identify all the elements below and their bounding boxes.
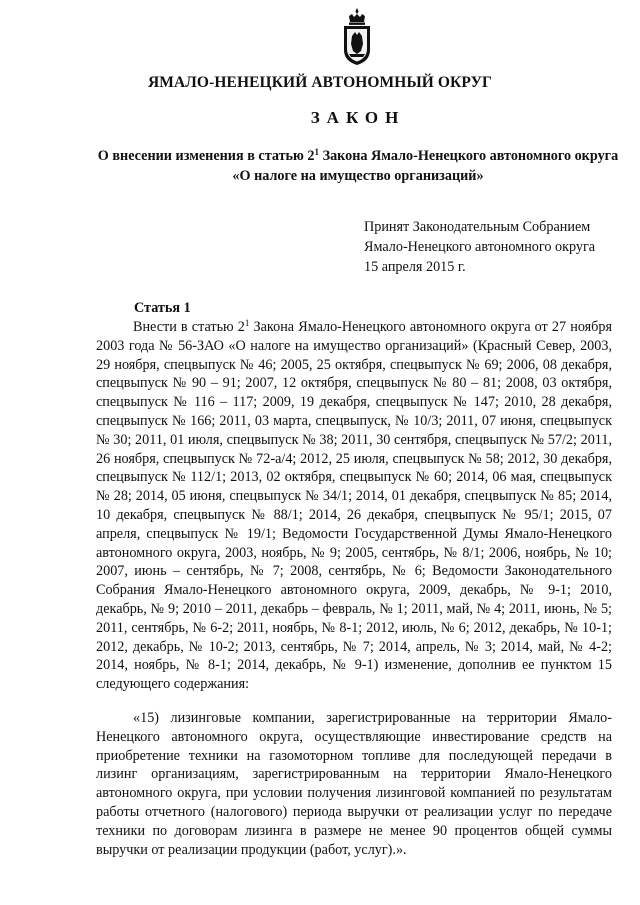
article-item-15-paragraph: «15) лизинговые компании, зарегистрированные на территории Ямало-Ненецкого автономного округа, осуществляющие инвестирование средств на приобретение техники на газомоторном топливе для последующей передачи в лизинг организациям, зарегистрированным на территории Ямало-Ненецкого автономного округа, при условии получения лизинговой компанией по результатам работы отчетного (налогового) периода выручки от реализации услуг по передаче техники по договорам лизинга в размере не менее 90 процентов общей суммы выручки от реализации продукции (работ, услуг).». [96, 710, 612, 858]
subject-superscript: 1 [314, 147, 320, 157]
law-subject-title [96, 146, 620, 186]
subject-text-suffix: Закона Ямало-Ненецкого автономного округа «О налоге на имущество организаций» [232, 148, 619, 184]
adoption-note: Принят Законодательным Собранием Ямало-Ненецкого автономного округа 15 апреля 2015 г. [364, 219, 596, 275]
article-body-paragraph [96, 318, 612, 694]
document-type-title: ЗАКОН [310, 108, 406, 127]
yamalo-nenets-coat-of-arms-icon [341, 8, 373, 66]
article-body-superscript: 1 [244, 318, 250, 328]
subject-text-prefix: О внесении изменения в статью 2 [97, 148, 315, 164]
article-body-suffix: Закона Ямало-Ненецкого автономного округа от 27 ноября 2003 года № 56-ЗАО «О налоге на имущество организаций» (Красный Север, 2003, 29 ноября, спецвыпуск № 46; 2005, 25 октября, спецвыпуск № 69; 2006, 08 декабря, спецвыпуск № 90 – 91; 2007, 12 октября, спецвыпуск № 80 – 81; 2008, 03 октября, спецвыпуск № 116 – 117; 2009, 19 декабря, спецвыпуск № 147; 2010, 28 декабря, спецвыпуск № 166; 2011, 03 марта, спецвыпуск, № 10/3; 2011, 07 июня, спецвыпуск № 30; 2011, 01 июля, спецвыпуск № 38; 2011, 30 сентября, спецвыпуск № 57/2; 2011, 26 ноября, спецвыпуск № 72-а/4; 2012, 25 июля, спецвыпуск № 58; 2012, 30 декабря, спецвыпуск № 112/1; 2013, 02 октября, спецвыпуск № 60; 2014, 06 мая, спецвыпуск № 28; 2014, 05 июня, спецвыпуск № 34/1; 2014, 01 декабря, спецвыпуск № 85; 2014, 10 декабря, спецвыпуск № 88/1; 2014, 26 декабря, спецвыпуск № 95/1; 2015, 07 апреля, спецвыпуск № 19/1; Ведомости Государственной Думы Ямало-Ненецкого автономного округа, 2003, ноябрь, № 9; 2005, сентябрь, № 8/1; 2006, ноябрь, № 10; 2007, июнь – сентябрь, № 7; 2008, сентябрь, № 6; Ведомости Законодательного Собрания Ямало-Ненецкого автономного округа, 2009, декабрь, № 9-1; 2010, декабрь, № 9; 2010 – 2011, декабрь – февраль, № 1; 2011, май, № 4; 2011, июнь, № 5; 2011, сентябрь, № 6-2; 2011, ноябрь, № 8-1; 2012, июль, № 6; 2012, декабрь, № 10-1; 2012, декабрь, № 10-2; 2013, сентябрь, № 7; 2014, апрель, № 3; 2014, май, № 4-2; 2014, ноябрь, № 8-1; 2014, декабрь, № 9-1) изменение, дополнив ее пунктом 15 следующего содержания: [96, 319, 613, 693]
region-heading: ЯМАЛО-НЕНЕЦКИЙ АВТОНОМНЫЙ ОКРУГ [147, 74, 493, 91]
article-body-prefix: Внести в статью 2 [133, 319, 245, 335]
article-heading: Статья 1 [134, 300, 191, 316]
